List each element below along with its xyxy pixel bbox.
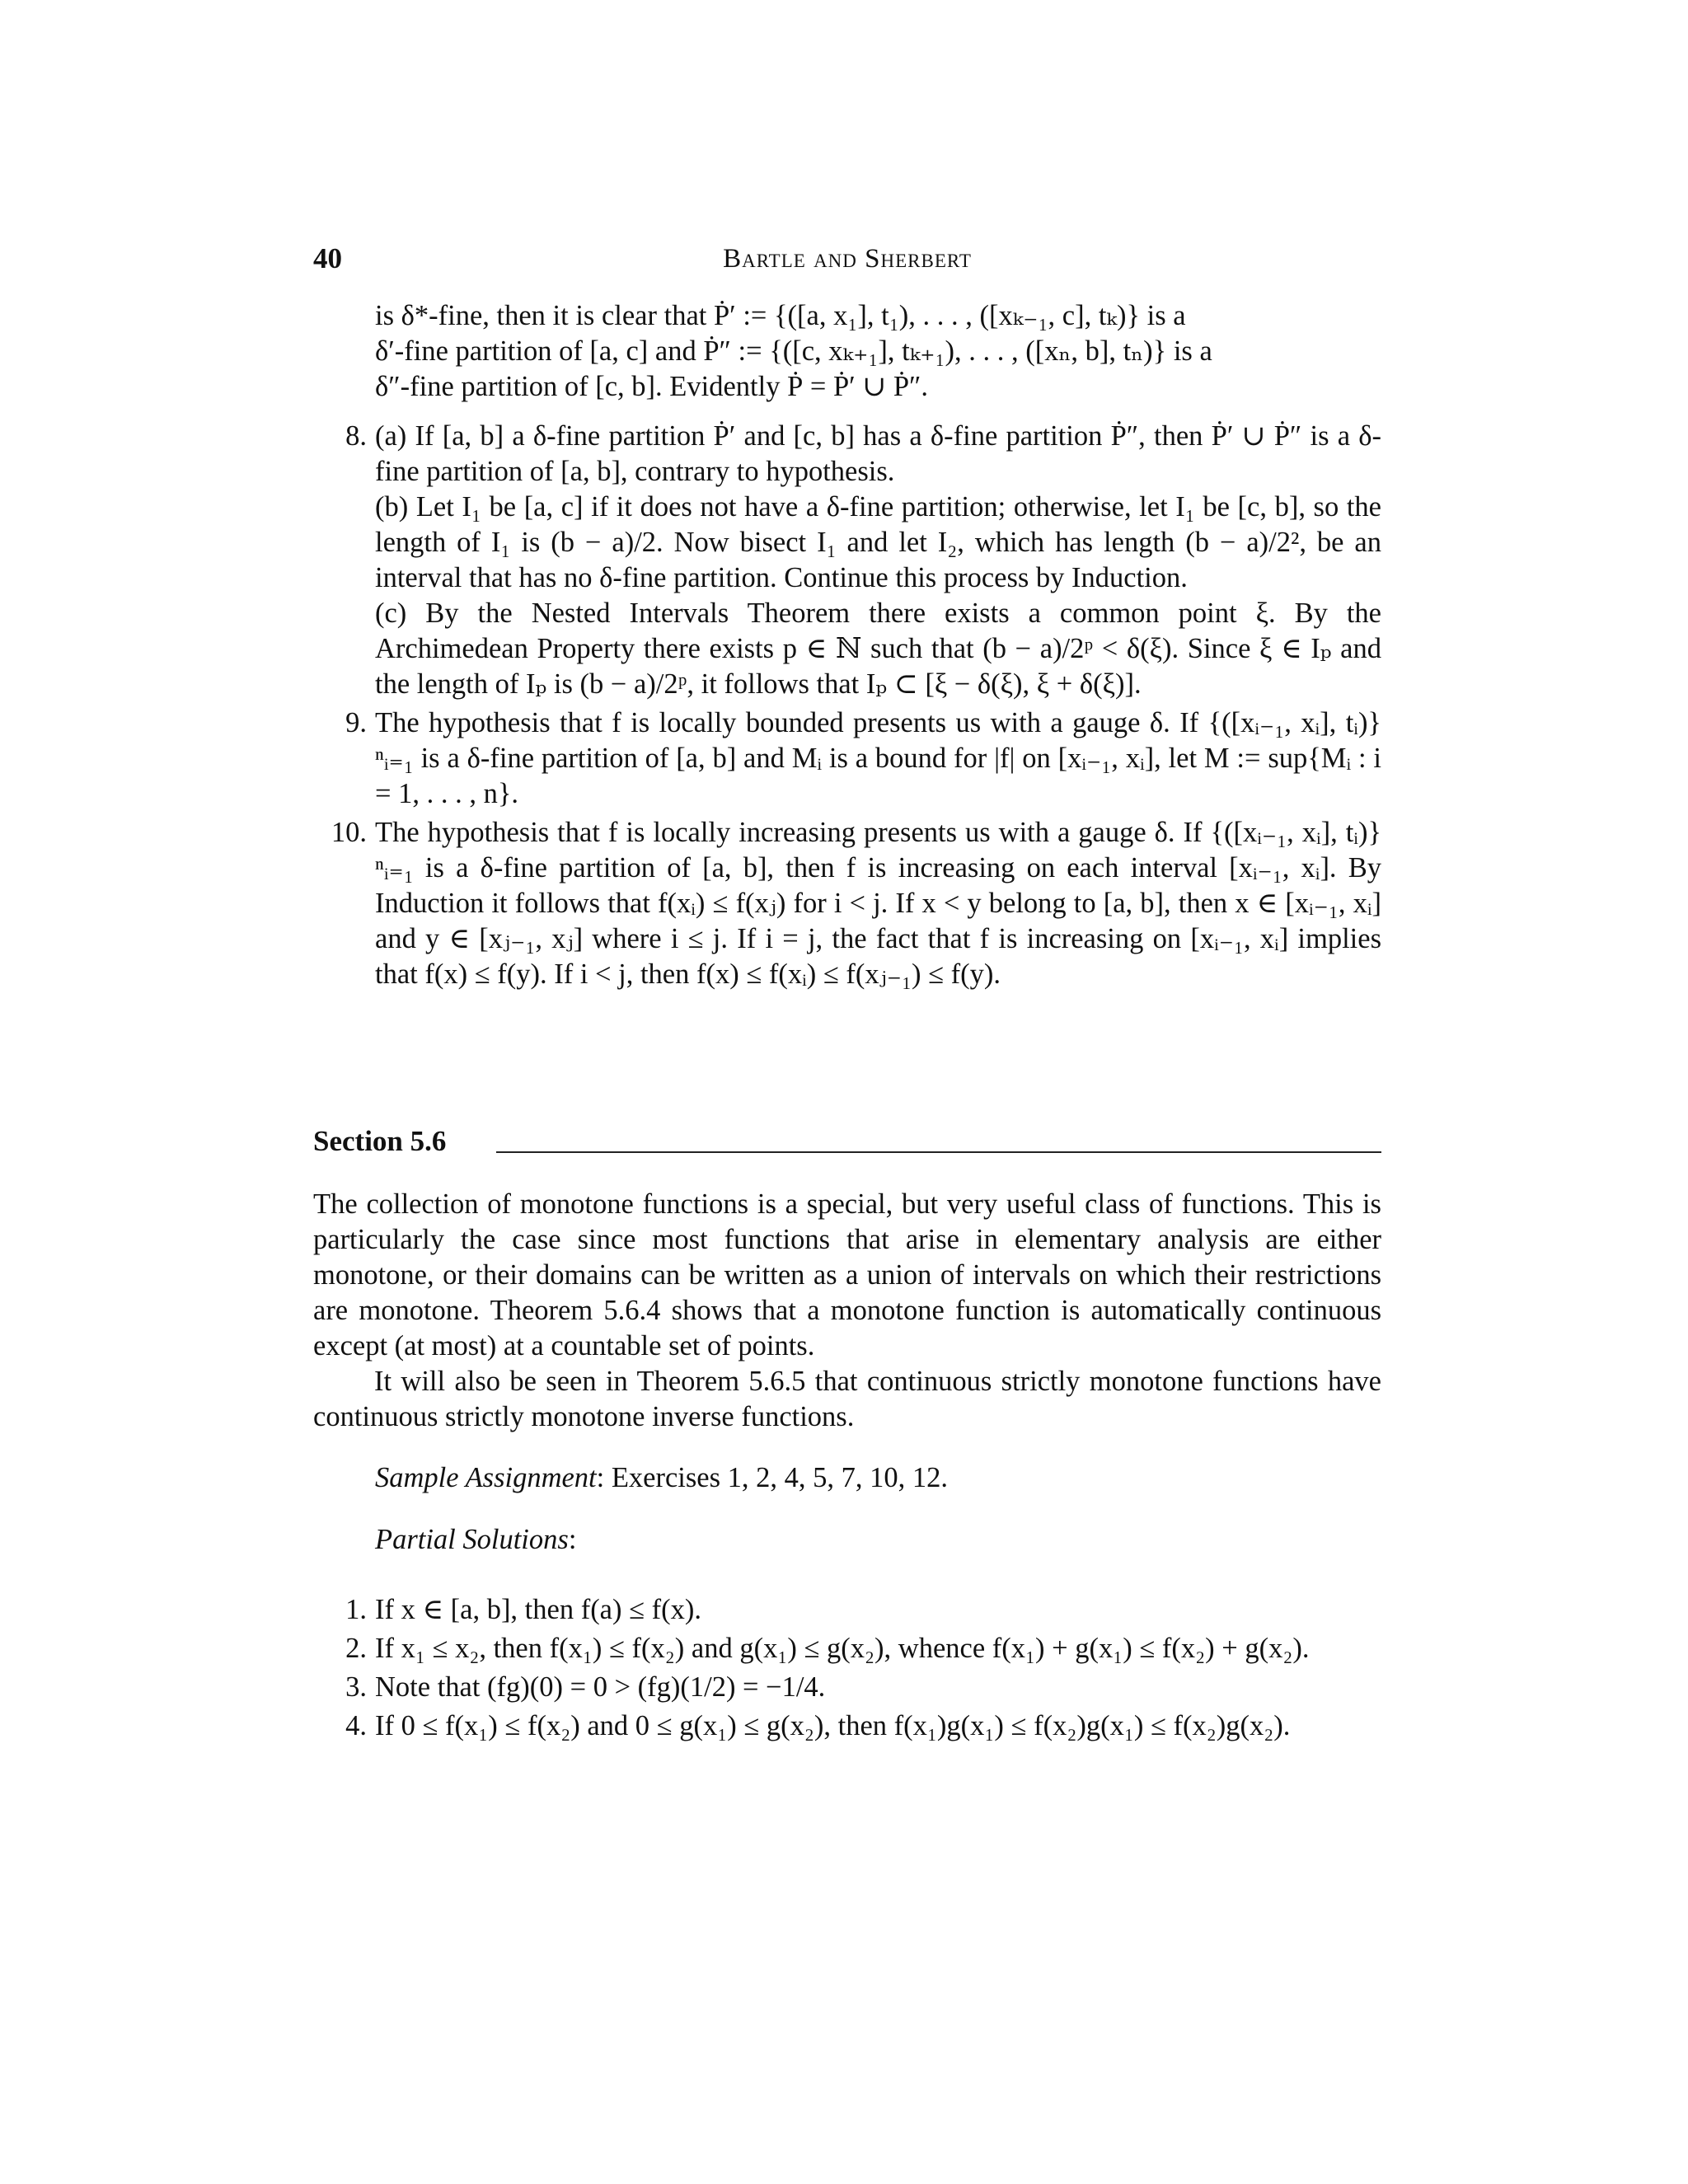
item-text: If 0 ≤ f(x₁) ≤ f(x₂) and 0 ≤ g(x₁) ≤ g(x₂), then f(x₁)g(x₁) ≤ f(x₂)g(x₁) ≤ f(x₂)g(x₂). (375, 1710, 1291, 1741)
running-title: Bartle and Sherbert (723, 244, 972, 274)
solution-item-9 (345, 705, 1381, 812)
item-paragraph: The hypothesis that f is locally increasing presents us with a gauge δ. If {([xᵢ₋₁, xᵢ], tᵢ)}ⁿᵢ₌₁ is a δ-fine partition of [a, b], then f is increasing on each interval [xᵢ₋₁, xᵢ]. By Induction it follows that f(xᵢ) ≤ f(xⱼ) for i < j. If x < y belong to [a, b], then x ∈ [xᵢ₋₁, xᵢ] and y ∈ [xⱼ₋₁, xⱼ] where i ≤ j. If i = j, the fact that f is increasing on [xᵢ₋₁, xᵢ] implies that f(x) ≤ f(y). If i < j, then f(x) ≤ f(xᵢ) ≤ f(xⱼ₋₁) ≤ f(y). (375, 817, 1381, 990)
partial-solutions-label: Partial Solutions (375, 1524, 569, 1555)
running-head (313, 237, 1381, 280)
item-number: 3. (345, 1671, 367, 1703)
section-intro (313, 1187, 1381, 1435)
continuation-line: δ′-fine partition of [a, c] and Ṗ″ := {([c, xₖ₊₁], tₖ₊₁), . . . , ([xₙ, b], tₙ)} is a (375, 335, 1212, 367)
continuation-line: is δ*-fine, then it is clear that Ṗ′ := {([a, x₁], t₁), . . . , ([xₖ₋₁, c], tₖ)} is a (375, 300, 1186, 331)
section-heading (313, 1121, 1381, 1162)
sample-assignment-text: : Exercises 1, 2, 4, 5, 7, 10, 12. (596, 1462, 949, 1493)
section-title: Section 5.6 (313, 1121, 461, 1162)
item-text: Note that (fg)(0) = 0 > (fg)(1/2) = −1/4. (375, 1671, 826, 1703)
continuation-line: δ″-fine partition of [c, b]. Evidently Ṗ = Ṗ′ ∪ Ṗ″. (375, 371, 929, 402)
continuation-text (375, 298, 1381, 405)
item-paragraph-c: (c) By the Nested Intervals Theorem there exists a common point ξ. By the Archimedean Property there exists p ∈ ℕ such that (b − a)/2ᵖ < δ(ξ). Since ξ ∈ Iₚ and the length of Iₚ is (b − a)/2ᵖ, it follows that Iₚ ⊂ [ξ − δ(ξ), ξ + δ(ξ)]. (375, 598, 1381, 700)
item-number: 2. (345, 1633, 367, 1664)
solution-list-section-5-5 (331, 419, 1381, 996)
sample-assignment-label: Sample Assignment (375, 1462, 597, 1493)
item-number: 10. (331, 817, 367, 848)
solution-item-4 (345, 1708, 1381, 1744)
item-number: 9. (345, 707, 367, 738)
item-paragraph: The hypothesis that f is locally bounded presents us with a gauge δ. If {([xᵢ₋₁, xᵢ], tᵢ)}ⁿᵢ₌₁ is a δ-fine partition of [a, b] and Mᵢ is a bound for |f| on [xᵢ₋₁, xᵢ], let M := sup{Mᵢ : i = 1, . . . , n}. (375, 707, 1381, 809)
item-number: 4. (345, 1710, 367, 1741)
solution-item-1 (345, 1592, 1381, 1628)
intro-paragraph: The collection of monotone functions is a special, but very useful class of functions. This is particularly the case since most functions that arise in elementary analysis are either monotone, or their domains can be written as a union of intervals on which their restrictions are monotone. Theorem 5.6.4 shows that a monotone function is automatically continuous except (at most) at a countable set of points. (313, 1188, 1381, 1361)
solution-item-2 (345, 1631, 1381, 1666)
page-number: 40 (313, 242, 342, 274)
solution-item-3 (345, 1670, 1381, 1705)
solution-item-10 (331, 815, 1381, 992)
item-paragraph-b: (b) Let I₁ be [a, c] if it does not have a δ-fine partition; otherwise, let I₁ be [c, b], so the length of I₁ is (b − a)/2. Now bisect I₁ and let I₂, which has length (b − a)/2², be an interval that has no δ-fine partition. Continue this process by Induction. (375, 491, 1381, 593)
item-number: 8. (345, 420, 367, 452)
solution-item-8 (345, 419, 1381, 702)
section-rule (496, 1151, 1381, 1153)
intro-paragraph: It will also be seen in Theorem 5.6.5 that continuous strictly monotone functions have continuous strictly monotone inverse functions. (313, 1366, 1381, 1432)
partial-solutions-colon: : (568, 1524, 577, 1555)
sample-assignment (375, 1460, 1381, 1496)
item-text: If x ∈ [a, b], then f(a) ≤ f(x). (375, 1594, 702, 1625)
partial-solutions-heading (375, 1522, 1381, 1558)
solution-list-section-5-6 (345, 1592, 1381, 1747)
item-number: 1. (345, 1594, 367, 1625)
item-text: If x₁ ≤ x₂, then f(x₁) ≤ f(x₂) and g(x₁) ≤ g(x₂), whence f(x₁) + g(x₁) ≤ f(x₂) + g(x₂). (375, 1633, 1310, 1664)
item-paragraph-a: (a) If [a, b] a δ-fine partition Ṗ′ and [c, b] has a δ-fine partition Ṗ″, then Ṗ′ ∪ Ṗ″ is a δ-fine partition of [a, b], contrary to hypothesis. (375, 420, 1381, 487)
